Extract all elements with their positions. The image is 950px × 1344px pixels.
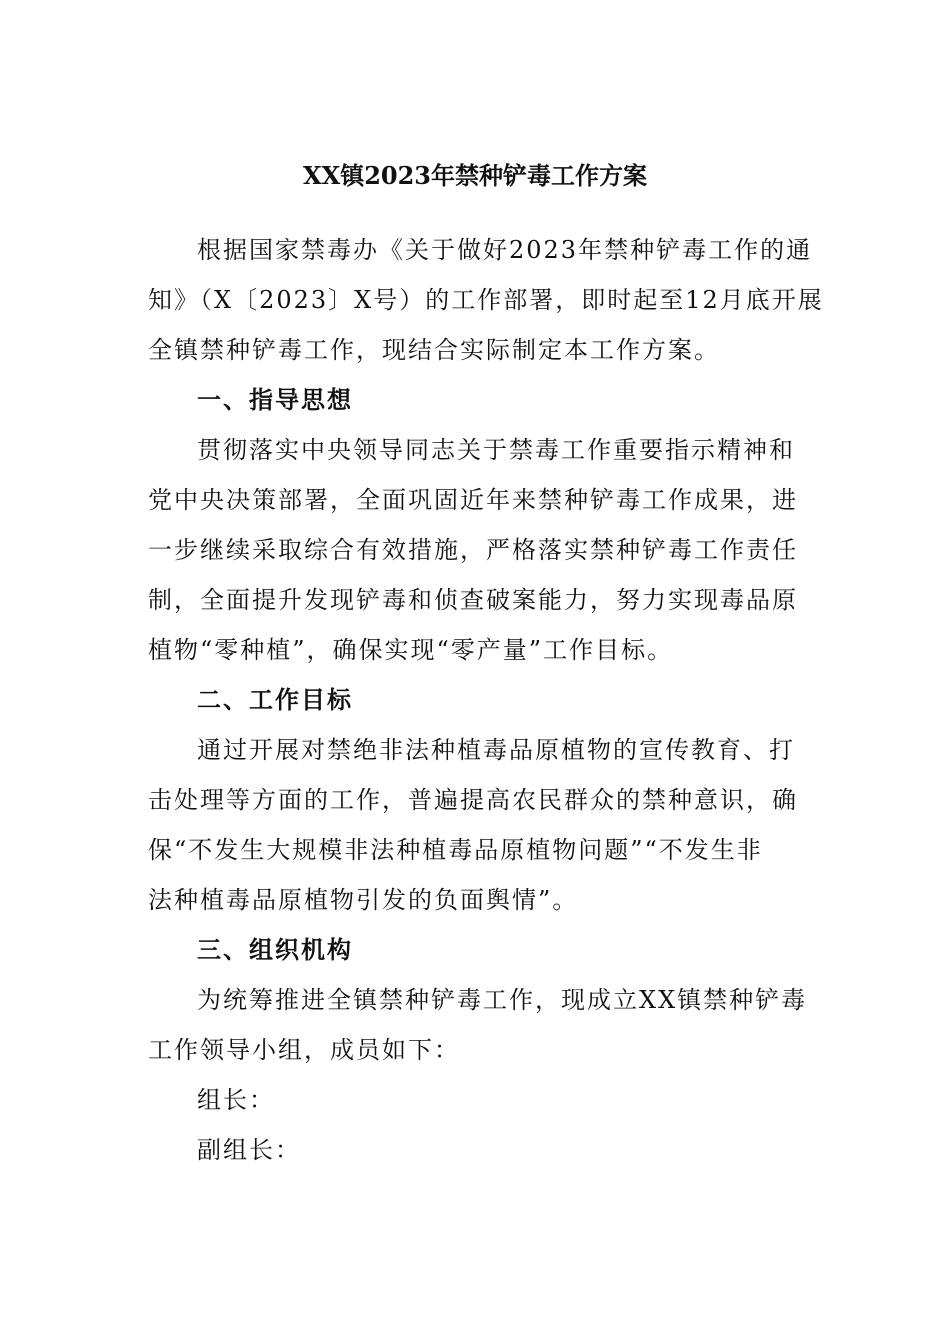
- section1-line-1: 贯彻落实中央领导同志关于禁毒工作重要指示精神和: [197, 436, 795, 464]
- intro-line-3: 全镇禁种铲毒工作，现结合实际制定本工作方案。: [148, 336, 720, 364]
- section1-line-5: 植物“零种植”，确保实现“零产量”工作目标。: [148, 636, 674, 664]
- section1-heading: 一、指导思想: [197, 385, 353, 414]
- section2-line-4: 法种植毒品原植物引发的负面舆情”。: [148, 886, 579, 914]
- member-deputy-leader: 副组长：: [197, 1136, 301, 1164]
- section3-line-1: 为统筹推进全镇禁种铲毒工作，现成立XX镇禁种铲毒: [197, 986, 808, 1014]
- section1-line-3: 一步继续采取综合有效措施，严格落实禁种铲毒工作责任: [148, 536, 798, 564]
- section1-line-2: 党中央决策部署，全面巩固近年来禁种铲毒工作成果，进: [148, 486, 798, 514]
- section2-line-2: 击处理等方面的工作，普遍提高农民群众的禁种意识，确: [148, 786, 798, 814]
- member-group-leader: 组长：: [197, 1086, 275, 1114]
- section3-heading: 三、组织机构: [197, 935, 353, 964]
- document-title: XX镇2023年禁种铲毒工作方案: [302, 161, 648, 190]
- intro-line-2: 知》（X〔2023〕X号）的工作部署，即时起至12月底开展: [148, 286, 824, 314]
- section2-line-3: 保“不发生大规模非法种植毒品原植物问题”“不发生非: [148, 836, 763, 864]
- section3-line-2: 工作领导小组，成员如下：: [148, 1036, 460, 1064]
- intro-line-1: 根据国家禁毒办《关于做好2023年禁种铲毒工作的通: [197, 236, 813, 264]
- section1-line-4: 制，全面提升发现铲毒和侦查破案能力，努力实现毒品原: [148, 586, 798, 614]
- section2-heading: 二、工作目标: [197, 685, 353, 714]
- section2-line-1: 通过开展对禁绝非法种植毒品原植物的宣传教育、打: [197, 736, 795, 764]
